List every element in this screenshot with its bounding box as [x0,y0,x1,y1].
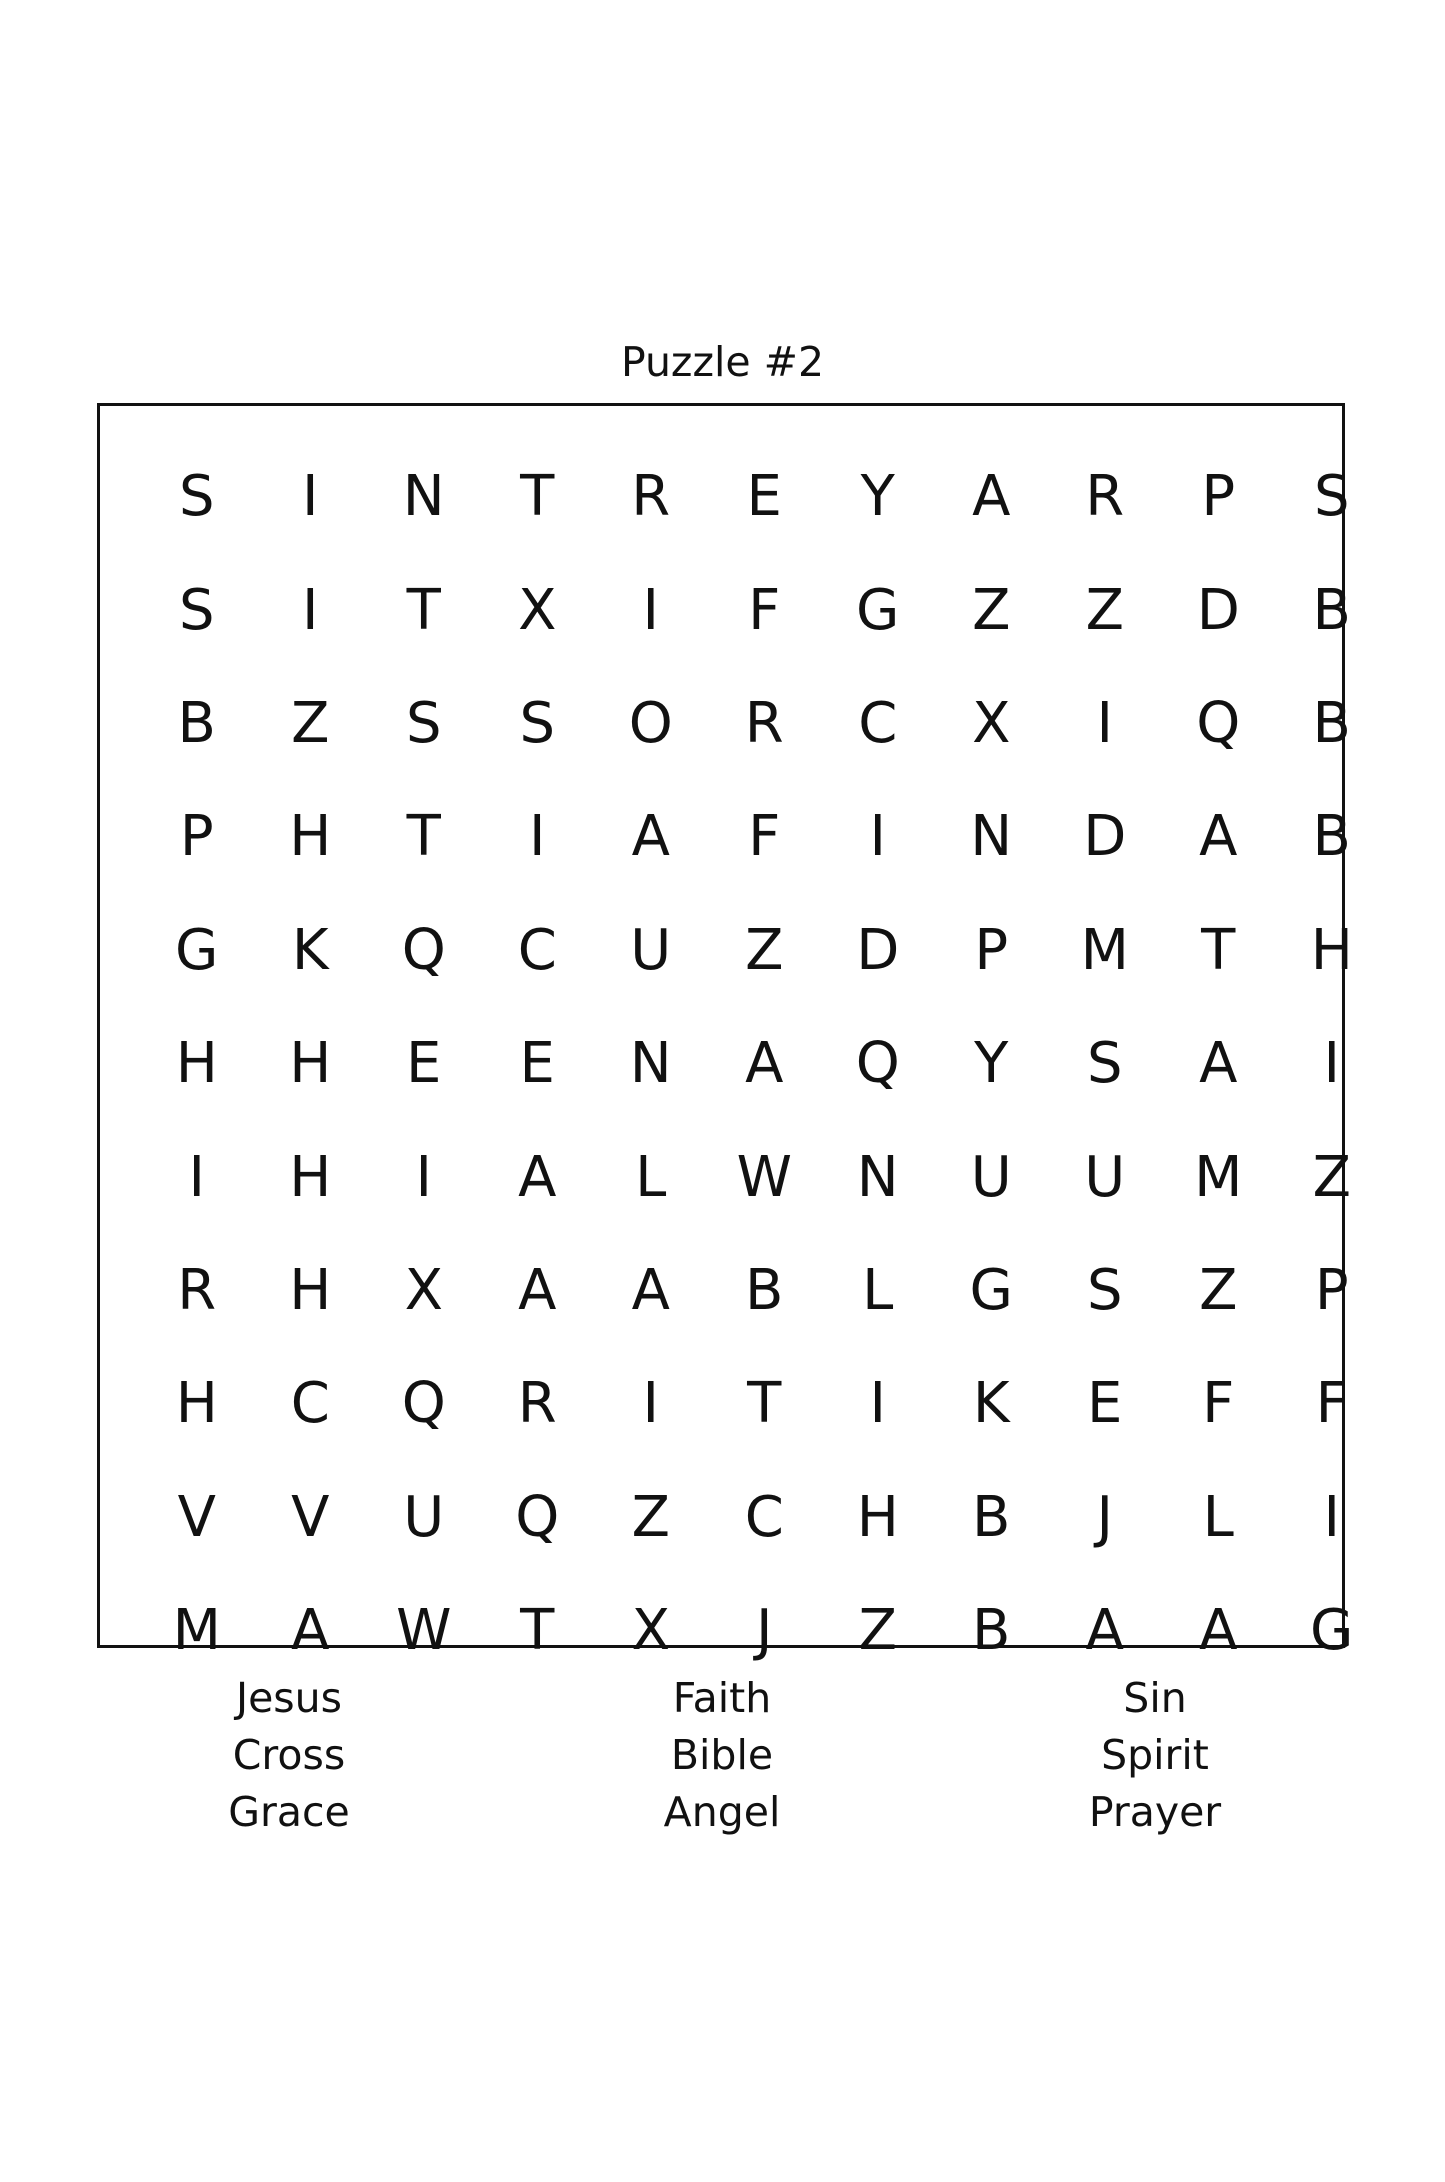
grid-cell[interactable]: I [869,1371,886,1437]
grid-cell[interactable]: B [972,1484,1011,1550]
grid-cell[interactable]: N [970,804,1013,870]
grid-cell[interactable]: Q [401,1371,446,1437]
grid-cell[interactable]: S [1086,1031,1123,1097]
letter-grid [140,440,1389,1687]
grid-cell[interactable]: N [402,464,445,530]
grid-cell[interactable]: H [289,804,332,870]
grid-cell[interactable]: G [175,917,219,983]
grid-cell[interactable]: H [175,1031,218,1097]
grid-cell[interactable]: H [289,1257,332,1323]
word-list-item: Prayer [1088,1788,1222,1836]
grid-cell[interactable]: Z [1085,577,1124,643]
grid-cell[interactable]: I [1323,1484,1340,1550]
grid-cell[interactable]: A [518,1257,557,1323]
grid-cell[interactable]: N [629,1031,672,1097]
word-list-column [1005,1670,1305,1841]
grid-cell[interactable]: E [519,1031,555,1097]
word-list-item: Angel [663,1788,781,1836]
grid-cell[interactable]: I [528,804,546,870]
grid-cell[interactable]: U [630,917,672,983]
grid-cell[interactable]: I [1096,690,1113,756]
grid-cell[interactable]: H [1310,917,1353,983]
grid-cell[interactable]: Y [974,1031,1009,1097]
grid-cell[interactable]: A [1085,1598,1124,1664]
grid-cell[interactable]: C [517,917,557,983]
grid-cell[interactable]: H [856,1484,899,1550]
grid-cell[interactable]: E [746,464,782,530]
grid-cell[interactable]: Z [631,1484,670,1550]
grid-cell[interactable]: L [862,1257,894,1323]
grid-cell[interactable]: K [972,1371,1010,1437]
grid-cell[interactable]: K [291,917,329,983]
grid-cell[interactable]: O [628,690,673,756]
grid-cell[interactable]: F [748,804,781,870]
grid-cell[interactable]: P [179,804,214,870]
grid-cell[interactable]: S [519,690,556,756]
grid-cell[interactable]: I [301,577,319,643]
grid-cell[interactable]: A [1199,804,1238,870]
grid-cell[interactable]: D [856,917,900,983]
grid-cell[interactable]: M [172,1598,221,1664]
grid-cell[interactable]: F [748,577,781,643]
grid-cell[interactable]: Q [401,917,446,983]
grid-cell[interactable]: Z [745,917,784,983]
grid-cell[interactable]: V [291,1484,330,1550]
grid-cell[interactable]: B [1312,804,1351,870]
grid-cell[interactable]: G [856,577,900,643]
grid-cell[interactable]: D [1196,577,1240,643]
grid-cell[interactable]: M [1194,1144,1243,1210]
word-list [0,1670,1445,1850]
grid-cell[interactable]: P [1201,464,1236,530]
grid-cell[interactable]: C [744,1484,784,1550]
grid-cell[interactable]: S [178,577,215,643]
grid-cell[interactable]: A [631,804,670,870]
grid-cell[interactable]: A [745,1031,784,1097]
grid-cell[interactable]: I [869,804,886,870]
word-list-column [572,1670,872,1841]
grid-cell[interactable]: T [747,1371,782,1437]
grid-cell[interactable]: R [177,1257,217,1323]
grid-cell[interactable]: A [291,1598,330,1664]
word-list-item: Faith [672,1674,772,1722]
grid-cell[interactable]: Z [858,1598,897,1664]
grid-cell[interactable]: B [972,1598,1011,1664]
grid-cell[interactable]: E [406,1031,442,1097]
grid-cell[interactable]: P [974,917,1009,983]
grid-cell[interactable]: Z [1199,1257,1238,1323]
grid-cell[interactable]: F [1202,1371,1235,1437]
grid-cell[interactable]: J [1096,1484,1113,1550]
grid-cell[interactable]: X [631,1598,670,1664]
grid-cell[interactable]: B [1312,690,1351,756]
grid-cell[interactable]: H [175,1371,218,1437]
grid-cell[interactable]: J [755,1598,773,1664]
grid-cell[interactable]: E [1087,1371,1123,1437]
grid-cell[interactable]: U [970,1144,1012,1210]
puzzle-title: Puzzle #2 [620,338,825,386]
grid-cell[interactable]: D [1083,804,1127,870]
puzzle-grid-border [97,403,1354,1664]
grid-cell[interactable]: I [415,1144,432,1210]
grid-cell[interactable]: S [178,464,215,530]
grid-cell[interactable]: S [405,690,442,756]
grid-cell[interactable]: C [290,1371,330,1437]
grid-cell[interactable]: M [1080,917,1129,983]
grid-cell[interactable]: L [1202,1484,1234,1550]
grid-cell[interactable]: H [289,1144,332,1210]
word-list-item: Cross [232,1731,346,1779]
word-list-item: Sin [1123,1674,1187,1722]
grid-cell[interactable]: A [518,1144,557,1210]
grid-cell[interactable]: W [736,1144,792,1210]
grid-cell[interactable]: X [404,1257,443,1323]
grid-cell[interactable]: W [396,1598,452,1664]
word-list-column [139,1670,439,1841]
grid-cell[interactable]: T [1201,917,1236,983]
grid-cell[interactable]: F [1315,1371,1348,1437]
grid-cell[interactable]: Z [1312,1144,1351,1210]
grid-cell[interactable]: C [858,690,898,756]
word-list-item: Spirit [1101,1731,1209,1779]
grid-cell[interactable]: Q [1196,690,1241,756]
grid-cell[interactable]: H [289,1031,332,1097]
grid-cell[interactable]: G [969,1257,1013,1323]
word-list-item: Bible [670,1731,774,1779]
grid-cell[interactable]: R [517,1371,557,1437]
grid-cell[interactable]: Z [291,690,330,756]
grid-cell[interactable]: R [631,464,671,530]
grid-cell[interactable]: Q [515,1484,560,1550]
grid-cell[interactable]: G [1310,1598,1354,1664]
grid-cell[interactable]: A [1199,1598,1238,1664]
grid-cell[interactable]: T [520,464,555,530]
grid-cell[interactable]: X [972,690,1011,756]
grid-cell[interactable]: U [403,1484,445,1550]
grid-cell[interactable]: X [518,577,557,643]
grid-cell[interactable]: I [301,464,319,530]
grid-cell[interactable]: T [406,804,441,870]
grid-cell[interactable]: I [1323,1031,1340,1097]
grid-cell[interactable]: A [1199,1031,1238,1097]
grid-cell[interactable]: A [972,464,1011,530]
grid-cell[interactable]: N [856,1144,899,1210]
grid-cell[interactable]: R [744,690,784,756]
word-list-item: Grace [228,1788,350,1836]
grid-cell[interactable]: S [1086,1257,1123,1323]
grid-cell[interactable]: Y [860,464,895,530]
grid-cell[interactable]: T [406,577,441,643]
grid-cell[interactable]: I [642,1371,659,1437]
grid-cell[interactable]: L [635,1144,667,1210]
grid-cell[interactable]: B [177,690,216,756]
grid-cell[interactable]: U [1084,1144,1126,1210]
grid-cell[interactable]: Z [972,577,1011,643]
grid-cell[interactable]: R [1085,464,1125,530]
grid-cell[interactable]: I [642,577,659,643]
grid-cell[interactable]: Q [855,1031,900,1097]
grid-cell[interactable]: P [1314,1257,1349,1323]
word-list-item: Jesus [235,1674,343,1722]
grid-cell[interactable]: T [520,1598,555,1664]
grid-cell[interactable]: B [745,1257,784,1323]
grid-cell[interactable]: B [1312,577,1351,643]
grid-cell[interactable]: A [631,1257,670,1323]
grid-cell[interactable]: V [177,1484,216,1550]
grid-cell[interactable]: S [1313,464,1350,530]
grid-cell[interactable]: I [188,1144,205,1210]
